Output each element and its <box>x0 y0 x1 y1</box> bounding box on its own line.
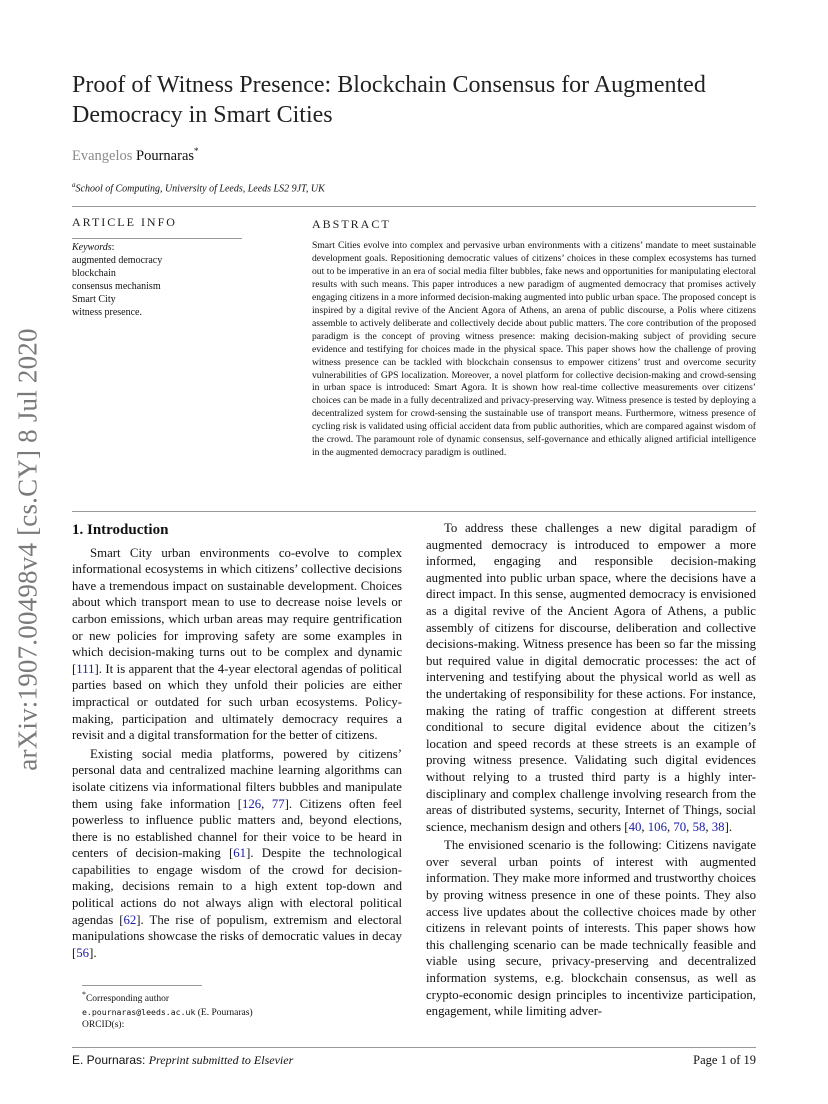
citation-link[interactable]: 38 <box>711 819 725 834</box>
footer-author: E. Pournaras: <box>72 1053 146 1067</box>
keyword-item: witness presence. <box>72 307 142 318</box>
keyword-item: augmented democracy <box>72 255 163 266</box>
keywords-block: Keywords: augmented democracy blockchain consensus mechanism Smart City witness presence. <box>72 241 252 319</box>
keywords-title: Keywords <box>72 242 112 253</box>
author-email[interactable]: e.pournaras@leeds.ac.uk <box>82 1006 196 1017</box>
abstract-heading: ABSTRACT <box>312 217 391 231</box>
section-heading-introduction: 1. Introduction <box>72 522 169 538</box>
article-info-divider <box>72 238 242 239</box>
paragraph: The envisioned scenario is the following: Citizens navigate over several urban points of interest with augmented information. They make more informed and trustworthy choices by proving witness presence in one of these points. They also access live updates about the collective choices made by other citizens in relevant points of interests. This paper shows how this challenging scenario can be made technically feasible and viable using secure, privacy-preserving and decentralized information systems, e.g. blockchain consensus, as well as crypto-economic design principles to incentivize participation, engagement, while limiting adver- <box>426 838 756 1019</box>
left-column <box>72 522 402 963</box>
footer-left <box>72 1053 293 1068</box>
footnote-corresponding: Corresponding author <box>85 994 170 1005</box>
keyword-item: Smart City <box>72 294 116 305</box>
citation-link[interactable]: 77 <box>271 796 285 811</box>
author-mark: * <box>194 146 199 156</box>
abstract-divider <box>72 511 756 512</box>
paragraph: To address these challenges a new digital paradigm of augmented democracy is introduced to empower a more informed, engaging and responsible decision-making augmented into public urban space, where the decisions have a direct impact. In this sense, augmented democracy is envisioned as a digital revive of the Ancient Agora of Athens, a public assembly of citizens for discourse, deliberation and collective decisions-making. Witness presence has been so far the missing but required value in digital democratic processes: the act of intervening and testifying about the physical world as well as the undertaking of responsibility for these actions. For instance, making the rating of traffic congestion at different streets conditional to secure digital evidence about the citizen’s location and speed records at these streets is an example of proving witness presence. Validating such digital evidences without relying to a trusted third party is a highly inter-disciplinary and complex challenge involving research from the areas of distributed systems, security, Internet of Things, social science, mechanism design and others [40, 106, 70, 58, 38]. <box>426 521 756 834</box>
citation-link[interactable]: 56 <box>76 945 90 960</box>
author-last-name: Pournaras <box>136 147 195 164</box>
citation-link[interactable]: 126 <box>241 796 262 811</box>
right-column <box>426 520 756 1022</box>
arxiv-sidebar-stamp <box>2 309 54 789</box>
keyword-item: blockchain <box>72 268 116 279</box>
affiliation <box>72 181 325 194</box>
citation-link[interactable]: 106 <box>647 819 667 834</box>
citation-link[interactable]: 40 <box>628 819 642 834</box>
abstract-text: Smart Cities evolve into complex and pervasive urban environments with a citizens’ mandate to meet sustainable development goals. Repositioning democratic values of citizens’ choices in these complex ecosystems has turned out to be imperative in an era of social media filter bubbles, fake news and opportunities for manipulating electoral results with such means. This paper introduces a new paradigm of augmented democracy that promises actively engaging citizens in a more informed decision-making augmented into public urban space. The proposed concept is inspired by a digital revive of the Ancient Agora of Athens, an arena of public discourse, a Polis where citizens assemble to actively deliberate and collectively decide about public matters. The core contribution of the proposed paradigm is the concept of proving witness presence: making decision-making subject of providing secure evidence and testifying for choices made in the physical space. This paper shows how the challenge of proving witness presence can be tackled with blockchain consensus to empower citizens’ trust and overcome security vulnerabilities of GPS localization. Moreover, a novel platform for collective decision-making and crowd-sensing in urban space is introduced: Smart Agora. It is shown how real-time collective measurements over citizens’ choices can be made in a fully decentralized and privacy-preserving way. Witness presence is tested by deploying a decentralized system for crowd-sensing the sustainable use of transport means. Furthermore, witness presence of cycling risk is validated using official accident data from public authorities, which are compared against wisdom of the crowd. The paramount role of dynamic consensus, self-governance and ethically aligned artificial intelligence in the augmented democracy paradigm is outlined. <box>312 240 756 459</box>
paragraph: Existing social media platforms, powered by citizens’ personal data and centralized machine learning algorithms can isolate citizens via informational filters bubbles and manipulate them using fake information [126, 77]. Citizens often feel powerless to influence public matters and, beyond elections, there is no established channel for their voice to be heard in centers of decision-making [61]. Despite the technological capabilities to engage wisdom of the crowd for decision-making, decisions remain to a high extent top-down and political actions do not always align with electoral political agendas [62]. The rise of populism, extremism and electoral manipulations showcase the risks of democratic values in decay [56]. <box>72 746 402 960</box>
keyword-item: consensus mechanism <box>72 281 161 292</box>
author-first-name: Evangelos <box>72 147 133 164</box>
footnote: *Corresponding author e.pournaras@leeds.ac.uk (E. Pournaras) ORCID(s): <box>82 989 332 1032</box>
paper-title: Proof of Witness Presence: Blockchain Consensus for Augmented Democracy in Smart Cities <box>72 72 706 128</box>
affiliation-mark: a <box>72 181 76 189</box>
arxiv-id: arXiv:1907.00498v4 [cs.CY] 8 Jul 2020 <box>12 327 43 771</box>
citation-link[interactable]: 61 <box>233 846 247 861</box>
article-info-heading: ARTICLE INFO <box>72 215 177 229</box>
affiliation-text: School of Computing, University of Leeds, Leeds LS2 9JT, UK <box>75 183 325 195</box>
footer-note: Preprint submitted to Elsevier <box>148 1053 294 1067</box>
footnote-orcid: ORCID(s): <box>82 1020 125 1031</box>
citation-link[interactable]: 111 <box>76 661 95 676</box>
footnote-divider <box>82 985 202 986</box>
citation-link[interactable]: 58 <box>692 819 706 834</box>
paragraph: Smart City urban environments co-evolve to complex informational ecosystems in which citizens’ collective decisions have a tremendous impact on sustainable development. Choices about which transport mean to use to decrease noise levels or carbon emissions, which urban areas may require gentrification or new policies for improving safety are some examples in which decision-making turns out to be complex and dynamic [111]. It is apparent that the 4-year electoral agendas of political parties based on which they unfold their policies are either impractical or outdated for such urban ecosystems. Policy-making, participation and ultimately democracy requires a revisit and a digital transformation for the better of citizens. <box>72 545 402 743</box>
header-divider <box>72 206 756 207</box>
citation-link[interactable]: 70 <box>673 819 687 834</box>
footer-divider <box>72 1047 756 1048</box>
author-line <box>72 146 199 165</box>
citation-link[interactable]: 62 <box>123 912 137 927</box>
page-number: Page 1 of 19 <box>693 1053 756 1067</box>
